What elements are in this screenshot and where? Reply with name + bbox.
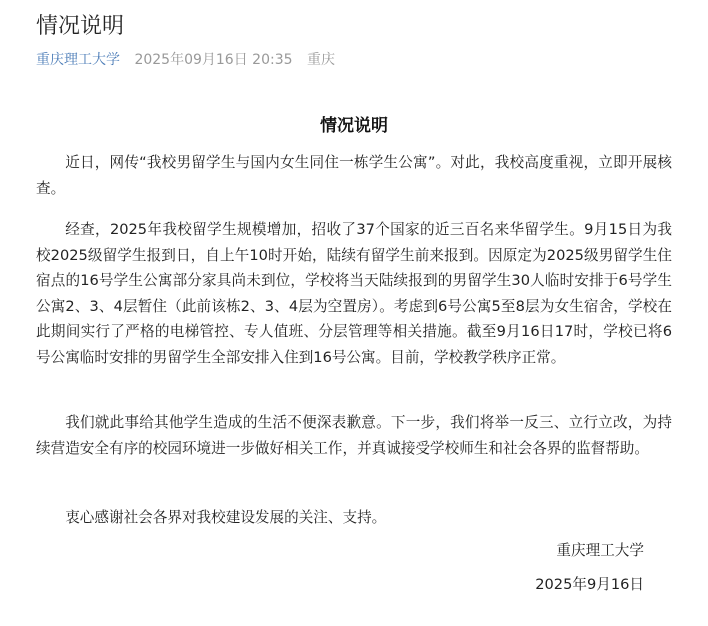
page-title: 情况说明 xyxy=(36,14,125,39)
paragraph-findings: 经查，2025年我校留学生规模增加，招收了37个国家的近三百名来华留学生。9月15日为我校2025级留学生报到日，自上午10时开始，陆续有留学生前来报到。因原定为2025级男留学生住宿点的16号学生公寓部分家具尚未到位，学校将当天陆续报到的男留学生30人临时安排于6号学生公寓2、3、4层暂住（此前该栋2、3、4层为空置房）。考虑到6号公寓5至8层为女生宿舍，学校在此期间实行了严格的电梯管控、专人值班、分层管理等相关措施。截至9月16日17时，学校已将6号公寓临时安排的男留学生全部安排入住到16号公寓。目前，学校教学秩序正常。 xyxy=(36,221,672,366)
publish-time: 2025年09月16日 20:35 xyxy=(134,52,293,68)
signature-date: 2025年9月16日 xyxy=(535,576,644,593)
paragraph-thanks: 衷心感谢社会各界对我校建设发展的关注、支持。 xyxy=(65,509,387,526)
paragraph-apology: 我们就此事给其他学生造成的生活不便深表歉意。下一步，我们将举一反三、立行立改，为持续营造安全有序的校园环境进一步做好相关工作，并真诚接受学校师生和社会各界的监督帮助。 xyxy=(36,414,672,457)
source-link[interactable]: 重庆理工大学 xyxy=(36,52,120,68)
publish-location: 重庆 xyxy=(306,52,335,68)
signature-org: 重庆理工大学 xyxy=(556,542,644,559)
document-heading: 情况说明 xyxy=(320,116,388,136)
paragraph-intro: 近日，网传“我校男留学生与国内女生同住一栋学生公寓”。对此，我校高度重视，立即开展核查。 xyxy=(36,154,672,197)
article-meta xyxy=(36,50,335,70)
